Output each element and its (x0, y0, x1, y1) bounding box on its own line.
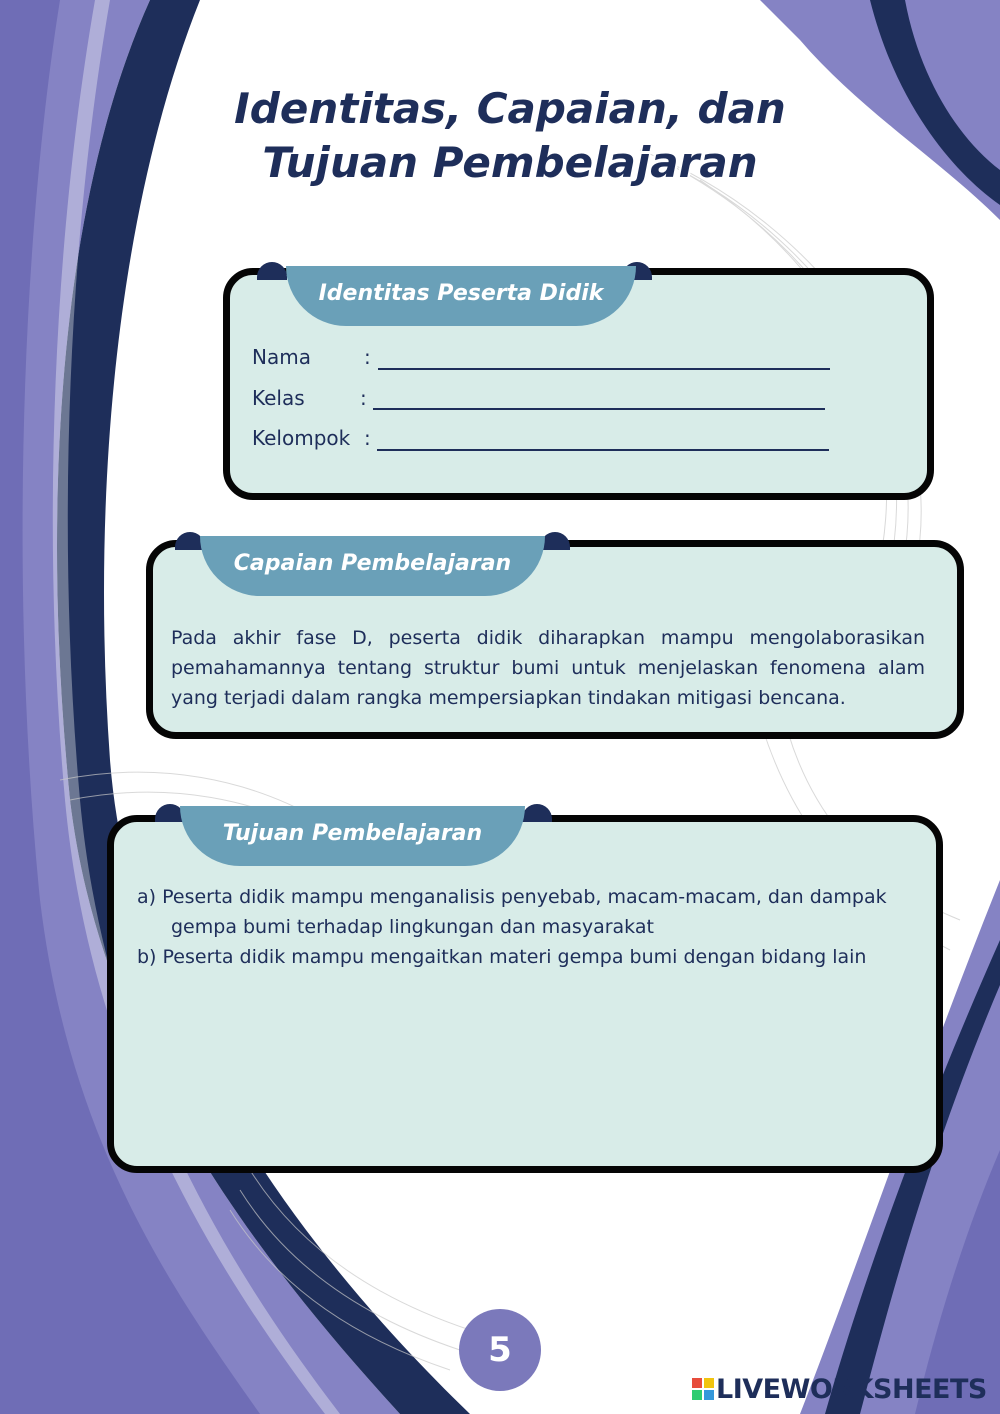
tujuan-card (107, 815, 943, 1173)
capaian-heading: Capaian Pembelajaran (200, 536, 545, 596)
liveworksheets-logo-icon (692, 1378, 714, 1400)
page-title-line-2: Tujuan Pembelajaran (262, 138, 758, 187)
field-colon-nama: : (364, 345, 371, 369)
brand-watermark (692, 1374, 992, 1406)
nama-input-line[interactable] (378, 368, 830, 370)
kelompok-input-line[interactable] (377, 449, 829, 451)
tujuan-heading: Tujuan Pembelajaran (180, 806, 525, 866)
page-title-line-1: Identitas, Capaian, dan (234, 84, 786, 133)
kelas-input-line[interactable] (373, 408, 825, 410)
tujuan-item-a: a) Peserta didik mampu menganalisis penyebab, macam-macam, dan dampak gempa bumi terhadap lingkungan dan masyarakat (137, 886, 887, 938)
field-label-kelas: Kelas (252, 386, 305, 410)
page-number: 5 (459, 1309, 541, 1391)
field-label-nama: Nama (252, 345, 311, 369)
identitas-heading: Identitas Peserta Didik (286, 266, 636, 326)
page-title (180, 82, 840, 190)
tujuan-list (137, 882, 897, 972)
field-colon-kelompok: : (364, 426, 371, 450)
field-colon-kelas: : (360, 386, 367, 410)
brand-text: LIVEWORKSHEETS (716, 1374, 987, 1405)
capaian-text: Pada akhir fase D, peserta didik diharapkan mampu mengolaborasikan pemahamannya tentang struktur bumi untuk menjelaskan fenomena alam yang terjadi dalam rangka mempersiapkan tindakan mitigasi bencana. (171, 627, 925, 709)
field-label-kelompok: Kelompok (252, 426, 351, 450)
tujuan-item-b: b) Peserta didik mampu mengaitkan materi gempa bumi dengan bidang lain (137, 946, 867, 968)
